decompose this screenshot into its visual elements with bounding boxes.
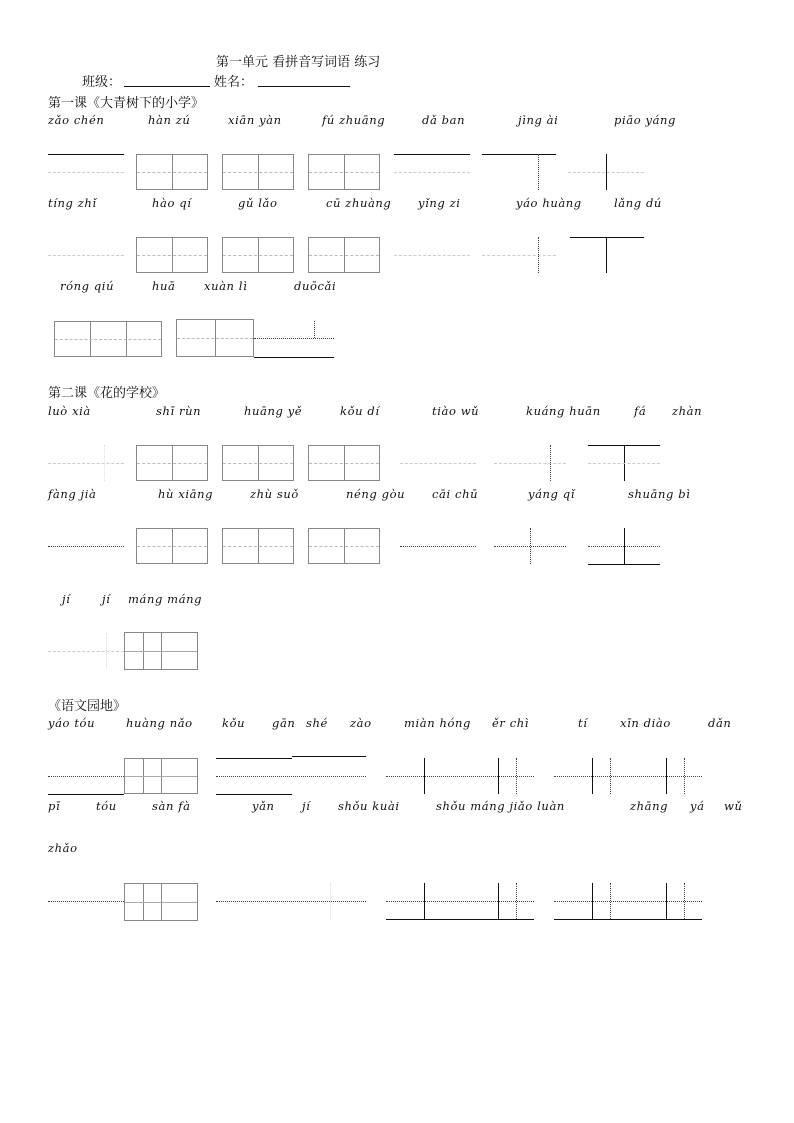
guide-line (48, 172, 124, 173)
writing-grid[interactable] (222, 445, 294, 481)
page-title: 第一单元 看拼音写词语 练习 (216, 55, 381, 70)
answer-line[interactable] (216, 794, 292, 795)
writing-grid[interactable] (308, 528, 380, 564)
writing-grid[interactable] (136, 445, 208, 481)
guide-line (550, 445, 551, 481)
writing-grid[interactable] (136, 154, 208, 190)
writing-grid[interactable] (308, 154, 380, 190)
guide-line (400, 546, 476, 547)
pinyin: zhàn (672, 404, 703, 418)
pinyin: lǎng dú (614, 196, 662, 210)
name-label: 姓名： (214, 75, 254, 90)
answer-line[interactable] (292, 756, 366, 757)
answer-line[interactable] (592, 758, 593, 794)
answer-line[interactable] (216, 758, 292, 759)
pinyin: duōcǎi (294, 279, 337, 293)
answer-line[interactable] (624, 528, 625, 564)
pinyin: dǎ ban (422, 113, 466, 127)
pinyin: róng qiú (60, 279, 115, 293)
pinyin: huàng nǎo (126, 716, 193, 730)
answer-line[interactable] (498, 883, 499, 919)
pinyin: yá (690, 799, 705, 813)
guide-line (516, 758, 517, 794)
writing-grid[interactable] (176, 319, 254, 357)
writing-grid[interactable] (124, 758, 198, 794)
pinyin: shī rùn (156, 404, 202, 418)
pinyin: sàn fà (152, 799, 191, 813)
pinyin: tiào wǔ (432, 404, 480, 418)
guide-line (48, 776, 124, 777)
pinyin: jìng ài (518, 113, 559, 127)
guide-line (216, 901, 366, 902)
pinyin: jí (302, 799, 311, 813)
pinyin: máng máng (128, 592, 203, 606)
writing-grid[interactable] (222, 237, 294, 273)
pinyin: huāng yě (244, 404, 303, 418)
pinyin: piāo yáng (614, 113, 676, 127)
guide-line (48, 651, 124, 652)
guide-line (394, 172, 470, 173)
pinyin: miàn hóng (404, 716, 471, 730)
writing-grid[interactable] (136, 237, 208, 273)
pinyin: jí (62, 592, 71, 606)
pinyin: fàng jià (48, 487, 97, 501)
guide-line (314, 321, 315, 338)
guide-line (330, 883, 331, 919)
answer-line[interactable] (254, 357, 334, 358)
writing-grid[interactable] (308, 237, 380, 273)
guide-line (48, 546, 124, 547)
pinyin: shǒu máng jiǎo luàn (436, 799, 565, 813)
pinyin: kǒu dí (340, 404, 380, 418)
answer-line[interactable] (48, 794, 124, 795)
guide-line (104, 445, 105, 481)
pinyin: zào (350, 716, 372, 730)
pinyin: zǎo chén (48, 113, 105, 127)
answer-line[interactable] (666, 758, 667, 794)
pinyin: tíng zhǐ (48, 196, 97, 210)
lesson1-title: 第一课《大青树下的小学》 (48, 96, 205, 111)
answer-line[interactable] (498, 758, 499, 794)
name-field[interactable] (258, 86, 350, 87)
pinyin: zhù suǒ (250, 487, 299, 501)
pinyin: ěr chì (492, 716, 530, 730)
guide-line (554, 776, 702, 777)
answer-line[interactable] (606, 237, 607, 273)
guide-line (48, 255, 124, 256)
pinyin: wǔ (724, 799, 743, 813)
guide-line (684, 758, 685, 794)
pinyin: cāi chū (432, 487, 479, 501)
guide-line (530, 528, 531, 564)
guide-line (516, 883, 517, 919)
guide-line (588, 463, 660, 464)
garden-title: 《语文园地》 (48, 699, 127, 714)
guide-line (610, 758, 611, 794)
answer-line[interactable] (48, 154, 124, 155)
answer-line[interactable] (592, 883, 593, 919)
guide-line (482, 255, 556, 256)
guide-line (538, 154, 539, 190)
class-field[interactable] (124, 86, 210, 87)
pinyin: kuáng huān (526, 404, 601, 418)
pinyin: tí (578, 716, 588, 730)
pinyin: tóu (96, 799, 117, 813)
guide-line (610, 883, 611, 919)
pinyin: huā (152, 279, 176, 293)
answer-line[interactable] (386, 919, 534, 920)
writing-grid[interactable] (222, 154, 294, 190)
writing-grid[interactable] (124, 883, 198, 921)
guide-line (254, 338, 334, 339)
pinyin: shǒu kuài (338, 799, 400, 813)
writing-grid[interactable] (136, 528, 208, 564)
pinyin: cū zhuàng (326, 196, 392, 210)
answer-line[interactable] (424, 758, 425, 794)
pinyin: dǎn (708, 716, 732, 730)
pinyin: hàn zú (148, 113, 191, 127)
answer-line[interactable] (394, 154, 470, 155)
guide-line (106, 633, 107, 669)
pinyin: xīn diào (620, 716, 671, 730)
pinyin: zhǎo (48, 841, 78, 855)
guide-line (554, 901, 702, 902)
answer-line[interactable] (554, 919, 702, 920)
pinyin: pī (48, 799, 61, 813)
answer-line[interactable] (424, 883, 425, 919)
pinyin: xiān yàn (228, 113, 282, 127)
pinyin: néng gòu (346, 487, 406, 501)
guide-line (386, 776, 534, 777)
pinyin: gān (272, 716, 296, 730)
pinyin: shuāng bì (628, 487, 691, 501)
pinyin: yáo huàng (516, 196, 582, 210)
pinyin: kǒu (222, 716, 246, 730)
guide-line (568, 172, 644, 173)
writing-grid[interactable] (54, 321, 162, 357)
guide-line (216, 776, 366, 777)
pinyin: jí (102, 592, 111, 606)
pinyin: gǔ lǎo (238, 196, 278, 210)
pinyin: xuàn lì (204, 279, 248, 293)
answer-line[interactable] (570, 237, 644, 238)
guide-line (400, 463, 476, 464)
guide-line (394, 255, 470, 256)
writing-grid[interactable] (124, 632, 198, 670)
pinyin: luò xià (48, 404, 91, 418)
guide-line (48, 463, 124, 464)
pinyin: shé (306, 716, 328, 730)
writing-grid[interactable] (308, 445, 380, 481)
pinyin: yáng qǐ (528, 487, 576, 501)
guide-line (684, 883, 685, 919)
writing-grid[interactable] (222, 528, 294, 564)
pinyin: fú zhuāng (322, 113, 386, 127)
guide-line (386, 901, 534, 902)
answer-line[interactable] (482, 154, 556, 155)
answer-line[interactable] (666, 883, 667, 919)
guide-line (48, 901, 124, 902)
answer-line[interactable] (588, 564, 660, 565)
guide-line (494, 463, 566, 464)
pinyin: hù xiāng (158, 487, 214, 501)
pinyin: yǐng zi (418, 196, 461, 210)
pinyin: yǎn (252, 799, 275, 813)
class-label: 班级： (82, 75, 122, 90)
lesson2-title: 第二课《花的学校》 (48, 386, 166, 401)
pinyin: fá (634, 404, 647, 418)
pinyin: yáo tóu (48, 716, 96, 730)
pinyin: zhāng (630, 799, 669, 813)
pinyin: hào qí (152, 196, 192, 210)
